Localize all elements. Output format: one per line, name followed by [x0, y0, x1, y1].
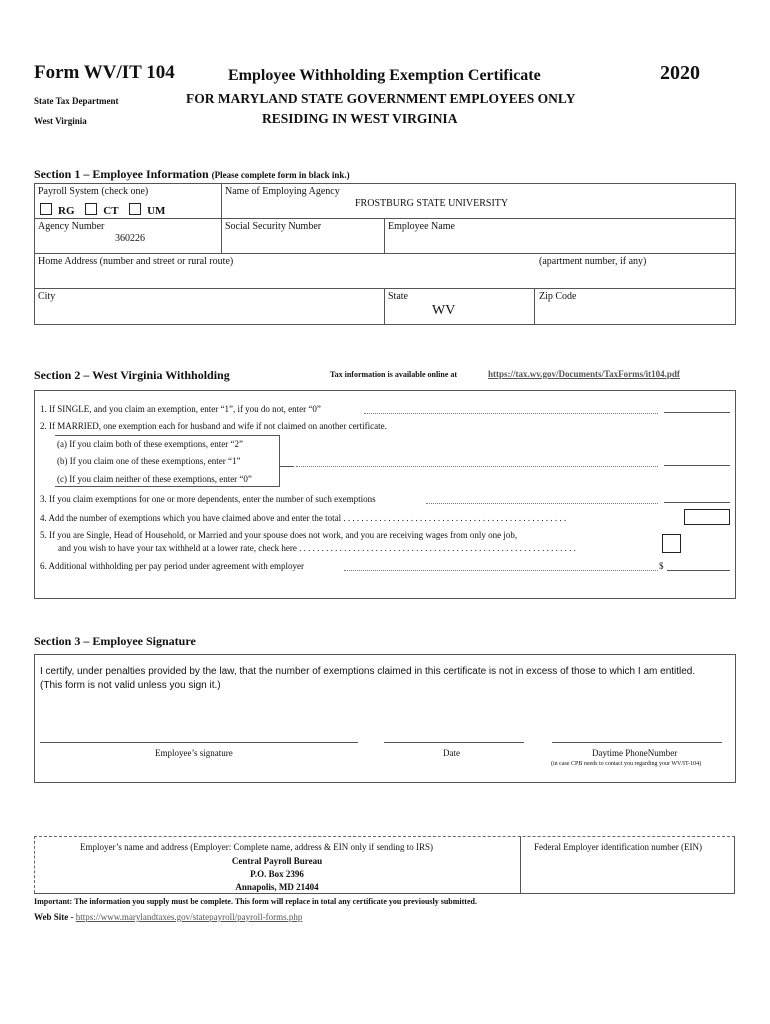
line2b-text: (b) If you claim one of these exemptions, enter “1” [57, 456, 241, 466]
certify-text: I certify, under penalties provided by the law, that the number of exemptions claimed in this certificate is not in excess of those to which I am entitled. (This form is not valid unless you sign it.) [40, 666, 696, 691]
agency-name-field[interactable]: FROSTBURG STATE UNIVERSITY [355, 198, 509, 209]
line5-text-a: 5. If you are Single, Head of Household, or Married and your spouse does not work, and you are receiving wages from only one job, [40, 530, 518, 540]
section1-title-text: Section 1 – Employee Information [34, 167, 209, 181]
subtitle-line2: RESIDING IN WEST VIRGINIA [262, 111, 458, 126]
apt-label: (apartment number, if any) [539, 256, 647, 267]
divider [221, 183, 222, 253]
line1-field[interactable] [664, 412, 730, 413]
divider [34, 253, 735, 254]
payroll-option-ct[interactable] [85, 205, 118, 217]
form-title: Employee Withholding Exemption Certificate [228, 67, 541, 84]
date-line[interactable] [384, 742, 524, 743]
date-label: Date [443, 748, 460, 758]
line5-checkbox[interactable] [662, 534, 681, 553]
website [34, 912, 302, 922]
phone-label: Daytime PhoneNumber [592, 748, 678, 758]
employer-line3: Annapolis, MD 21404 [235, 882, 319, 892]
line5-text-b: and you wish to have your tax withheld at a lower rate, check here . . . . . . . . . . . . . . . . . . . . . . . . . . . . . . . . . . . . . . . . . . . . . . . . . . . . . . . . . . . . . . [58, 543, 576, 553]
phone-note: (in case CPB needs to contact you regarding your WV/IT-104) [551, 761, 702, 767]
payroll-label: Payroll System (check one) [38, 186, 149, 197]
section3-title: Section 3 – Employee Signature [34, 634, 196, 648]
employer-line2: P.O. Box 2396 [250, 869, 304, 879]
phone-line[interactable] [552, 742, 722, 743]
tax-info-text: Tax information is available online at [330, 370, 458, 379]
ssn-label: Social Security Number [225, 221, 322, 232]
line1-text: 1. If SINGLE, and you claim an exemption, enter “1”, if you do not, enter “0” [40, 404, 321, 414]
leader-dots [296, 466, 658, 467]
leader-dots [364, 413, 658, 414]
dollar-sign: $ [659, 561, 664, 571]
payroll-option-um[interactable] [129, 205, 165, 217]
checkbox-rg[interactable] [40, 203, 52, 215]
rg-label: RG [58, 205, 75, 217]
line2a-text: (a) If you claim both of these exemptions, enter “2” [57, 439, 243, 449]
section1-title [34, 167, 350, 182]
divider [34, 893, 735, 894]
line4-text: 4. Add the number of exemptions which you have claimed above and enter the total . . . . . . . . . . . . . . . . . . . . . . . . . . . . . . . . . . . . . . . . . . . . . . . . . . [40, 513, 567, 523]
agency-name-label: Name of Employing Agency [225, 186, 340, 197]
line2c-text: (c) If you claim neither of these exemptions, enter “0” [57, 474, 252, 484]
leader-dots [344, 570, 658, 571]
ein-label: Federal Employer identification number (EIN) [534, 842, 702, 852]
section2-title: Section 2 – West Virginia Withholding [34, 368, 230, 382]
state-label: West Virginia [34, 116, 87, 126]
checkbox-um[interactable] [129, 203, 141, 215]
line2-text: 2. If MARRIED, one exemption each for husband and wife if not claimed on another certificate. [40, 421, 387, 431]
line3-field[interactable] [664, 502, 730, 503]
line4-total-field[interactable] [684, 509, 730, 525]
home-address-label: Home Address (number and street or rural route) [38, 256, 234, 267]
agency-number-label: Agency Number [38, 221, 105, 232]
checkbox-ct[interactable] [85, 203, 97, 215]
divider [520, 836, 521, 893]
line3-text: 3. If you claim exemptions for one or more dependents, enter the number of such exemptions [40, 494, 376, 504]
employer-address [34, 855, 520, 894]
zip-label: Zip Code [539, 291, 577, 302]
tax-info-link[interactable]: https://tax.wv.gov/Documents/TaxForms/it104.pdf [488, 369, 680, 379]
employer-line1: Central Payroll Bureau [231, 856, 323, 866]
divider [534, 288, 535, 324]
employer-name-label: Employer’s name and address (Employer: Complete name, address & EIN only if sending to IRS) [80, 842, 434, 852]
bracket-connector [280, 466, 294, 467]
line2-field[interactable] [664, 465, 730, 466]
line6-text: 6. Additional withholding per pay period under agreement with employer [40, 561, 304, 571]
important-note: Important: The information you supply must be complete. This form will replace in total any certificate you previously submitted. [34, 897, 477, 906]
divider [384, 288, 385, 324]
section1-note: (Please complete form in black ink.) [211, 170, 350, 180]
ct-label: CT [103, 205, 119, 217]
state-field-label: State [388, 291, 408, 302]
payroll-options [40, 203, 165, 217]
leader-dots [426, 503, 658, 504]
employee-name-label: Employee Name [388, 221, 455, 232]
signature-line[interactable] [40, 742, 358, 743]
line6-field[interactable] [667, 570, 730, 571]
subtitle-line1: FOR MARYLAND STATE GOVERNMENT EMPLOYEES ONLY [186, 91, 576, 106]
um-label: UM [147, 205, 166, 217]
divider [384, 218, 385, 253]
website-label: Web Site - [34, 912, 74, 922]
payroll-option-rg[interactable] [40, 205, 75, 217]
form-year: 2020 [660, 62, 700, 84]
city-label: City [38, 291, 56, 302]
form-id: Form WV/IT 104 [34, 62, 175, 83]
state-field[interactable]: WV [432, 303, 456, 318]
agency-number-field[interactable]: 360226 [115, 233, 145, 244]
website-link[interactable]: https://www.marylandtaxes.gov/statepayroll/payroll-forms.php [75, 912, 303, 922]
dept-label: State Tax Department [34, 96, 119, 106]
signature-label: Employee’s signature [155, 748, 233, 758]
